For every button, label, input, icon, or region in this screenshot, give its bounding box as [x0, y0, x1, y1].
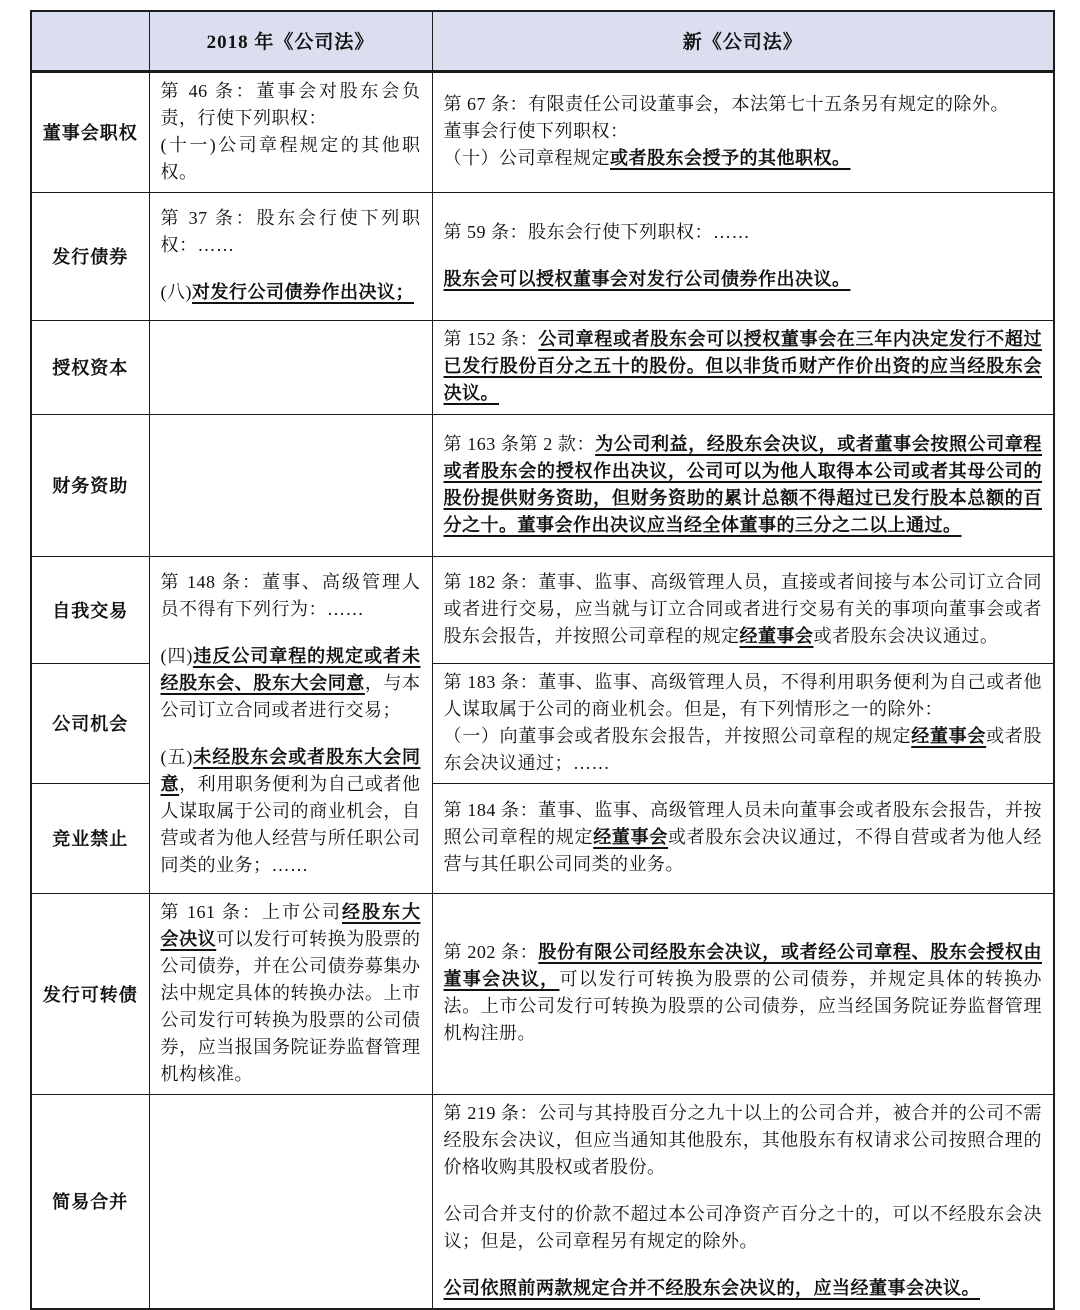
paragraph	[161, 279, 421, 306]
paragraph	[444, 326, 1043, 407]
old-law-cell	[149, 893, 432, 1094]
row-simplified-merger	[31, 1094, 1054, 1309]
corner-cell	[31, 11, 149, 71]
row-self-dealing	[31, 556, 1054, 663]
paragraph	[444, 569, 1043, 650]
paragraph	[444, 431, 1043, 539]
text: 第 37 条：股东会行使下列职权：……	[160, 208, 421, 255]
new-law-cell	[432, 556, 1054, 663]
old-law-cell	[149, 320, 432, 414]
text: 第 202 条：	[443, 942, 539, 962]
paragraph	[161, 205, 421, 259]
text: 第 46 条：董事会对股东会负责，行使下列职权：	[160, 80, 421, 128]
text: 董事会行使下列职权：	[443, 121, 629, 141]
paragraph	[444, 219, 1043, 246]
emphasized-text: 或者股东会授予的其他职权。	[610, 148, 851, 168]
row-bond-issuance	[31, 192, 1054, 320]
row-label: 财务资助	[31, 414, 149, 556]
text: （十）公司章程规定	[443, 148, 610, 168]
emphasized-text: 公司章程或者股东会可以授权董事会在三年内决定发行不超过已发行股份百分之五十的股份。但以非货币财产作价出资的应当经股东会决议。	[443, 329, 1043, 403]
row-convertible-bonds	[31, 893, 1054, 1094]
new-law-cell	[432, 192, 1054, 320]
paragraph	[444, 797, 1043, 878]
new-law-cell	[432, 893, 1054, 1094]
emphasized-text: 经股东大会决议	[160, 901, 421, 949]
new-law-cell	[432, 414, 1054, 556]
emphasized-text: 股份有限公司经股东会决议，或者经公司章程、股东会授权由董事会决议，	[443, 942, 1043, 989]
emphasized-text: 未经股东会或者股东大会同意	[160, 747, 421, 794]
text: 第 183 条：董事、监事、高级管理人员，不得利用职务便利为自己或者他人谋取属于公司的商业机会。但是，有下列情形之一的除外：	[443, 671, 1042, 719]
paragraph	[161, 643, 421, 724]
emphasized-text: 经董事会	[593, 827, 669, 847]
paragraph	[444, 118, 1043, 145]
text: (五)	[160, 747, 193, 767]
text: 可以发行可转换为股票的公司债券，并规定具体的转换办法。上市公司发行可转换为股票的公司债券，应当经国务院证券监督管理机构注册。	[443, 969, 1042, 1043]
old-law-cell	[149, 192, 432, 320]
paragraph	[444, 1100, 1043, 1181]
row-label: 发行债券	[31, 192, 149, 320]
old-law-cell	[149, 1094, 432, 1309]
comparison-table	[30, 10, 1055, 1310]
table-header-row	[31, 11, 1054, 71]
text: 或者股东会决议通过。	[813, 625, 999, 646]
emphasized-text: 经董事会	[911, 725, 987, 746]
row-authorized-capital	[31, 320, 1054, 414]
paragraph	[444, 669, 1043, 723]
row-label: 董事会职权	[31, 71, 149, 192]
text: 第 59 条：股东会行使下列职权：……	[443, 221, 750, 242]
paragraph	[161, 569, 421, 623]
emphasized-text: 为公司利益，经股东会决议，或者董事会按照公司章程或者股东会的授权作出决议，公司可以为他人取得本公司或者其母公司的股份提供财务资助，但财务资助的累计总额不得超过已发行股本总额的百分之十。董事会作出决议应当经全体董事的三分之二以上通过。	[443, 433, 1042, 535]
paragraph	[444, 1201, 1043, 1255]
paragraph	[444, 266, 1043, 293]
text: 第 219 条：公司与其持股百分之九十以上的公司合并，被合并的公司不需经股东会决议，但应当通知其他股东，其他股东有权请求公司按照合理的价格收购其股权或者股份。	[443, 1102, 1042, 1177]
text: 第 161 条：上市公司	[160, 901, 342, 922]
text: 第 163 条第 2 款：	[443, 433, 596, 454]
paragraph	[444, 91, 1043, 118]
emphasized-text: 对发行公司债券作出决议；	[192, 282, 414, 302]
row-label: 发行可转债	[31, 893, 149, 1094]
paragraph	[161, 78, 421, 132]
text: 或者股东会决议通过，不得自营或者为他人经营与其任职公司同类的业务。	[443, 827, 1043, 874]
text: (十一)公司章程规定的其他职权。	[160, 134, 421, 182]
text: 第 184 条：董事、监事、高级管理人员未向董事会或者股东会报告，并按照公司章程的规定	[443, 800, 1042, 847]
text: ，利用职务便利为自己或者他人谋取属于公司的商业机会，自营或者为他人经营与所任职公司同类的业务；……	[160, 774, 421, 875]
emphasized-text: 经董事会	[739, 625, 814, 646]
row-label: 竞业禁止	[31, 783, 149, 893]
text: (八)	[160, 282, 192, 302]
row-label: 授权资本	[31, 320, 149, 414]
new-law-cell	[432, 663, 1054, 783]
text: ，与本公司订立合同或者进行交易；	[160, 673, 421, 720]
text: 第 182 条：董事、监事、高级管理人员，直接或者间接与本公司订立合同或者进行交易，应当就与订立合同或者进行交易有关的事项向董事会或者股东会报告，并按照公司章程的规定	[443, 571, 1042, 646]
old-law-cell-merged	[149, 556, 432, 893]
old-law-cell	[149, 414, 432, 556]
new-law-cell	[432, 71, 1054, 192]
text: 公司合并支付的价款不超过本公司净资产百分之十的，可以不经股东会决议；但是，公司章程另有规定的除外。	[443, 1203, 1042, 1251]
old-law-cell	[149, 71, 432, 192]
paragraph	[161, 744, 421, 879]
paragraph	[444, 723, 1043, 777]
paragraph	[444, 939, 1043, 1047]
new-law-cell	[432, 320, 1054, 414]
text: (四)	[160, 646, 193, 666]
new-law-cell	[432, 783, 1054, 893]
text: 可以发行可转换为股票的公司债券，并在公司债券募集办法中规定具体的转换办法。上市公司发行可转换为股票的公司债券，应当报国务院证券监督管理机构核准。	[160, 928, 421, 1084]
text: 第 148 条：董事、高级管理人员不得有下列行为：……	[160, 572, 421, 619]
emphasized-text: 公司依照前两款规定合并不经股东会决议的，应当经董事会决议。	[443, 1277, 980, 1298]
row-label: 自我交易	[31, 556, 149, 663]
new-law-cell	[432, 1094, 1054, 1309]
row-financial-assistance	[31, 414, 1054, 556]
emphasized-text: 违反公司章程的规定或者未经股东会、股东大会同意	[160, 646, 421, 693]
text: 第 67 条：有限责任公司设董事会，本法第七十五条另有规定的除外。	[443, 94, 1009, 114]
row-label: 公司机会	[31, 663, 149, 783]
paragraph	[444, 145, 1043, 172]
row-label: 简易合并	[31, 1094, 149, 1309]
text: 或者股东会决议通过；……	[443, 725, 1043, 773]
law-comparison-document	[30, 10, 1055, 1310]
text: 第 152 条：	[443, 329, 539, 349]
text: （一）向董事会或者股东会报告，并按照公司章程的规定	[443, 725, 912, 746]
emphasized-text: 股东会可以授权董事会对发行公司债券作出决议。	[443, 268, 851, 289]
paragraph	[161, 132, 421, 186]
paragraph	[444, 1275, 1043, 1302]
header-new-law: 新《公司法》	[432, 11, 1054, 71]
row-board-powers	[31, 71, 1054, 192]
paragraph	[161, 899, 421, 1088]
header-2018-law: 2018 年《公司法》	[149, 11, 432, 71]
